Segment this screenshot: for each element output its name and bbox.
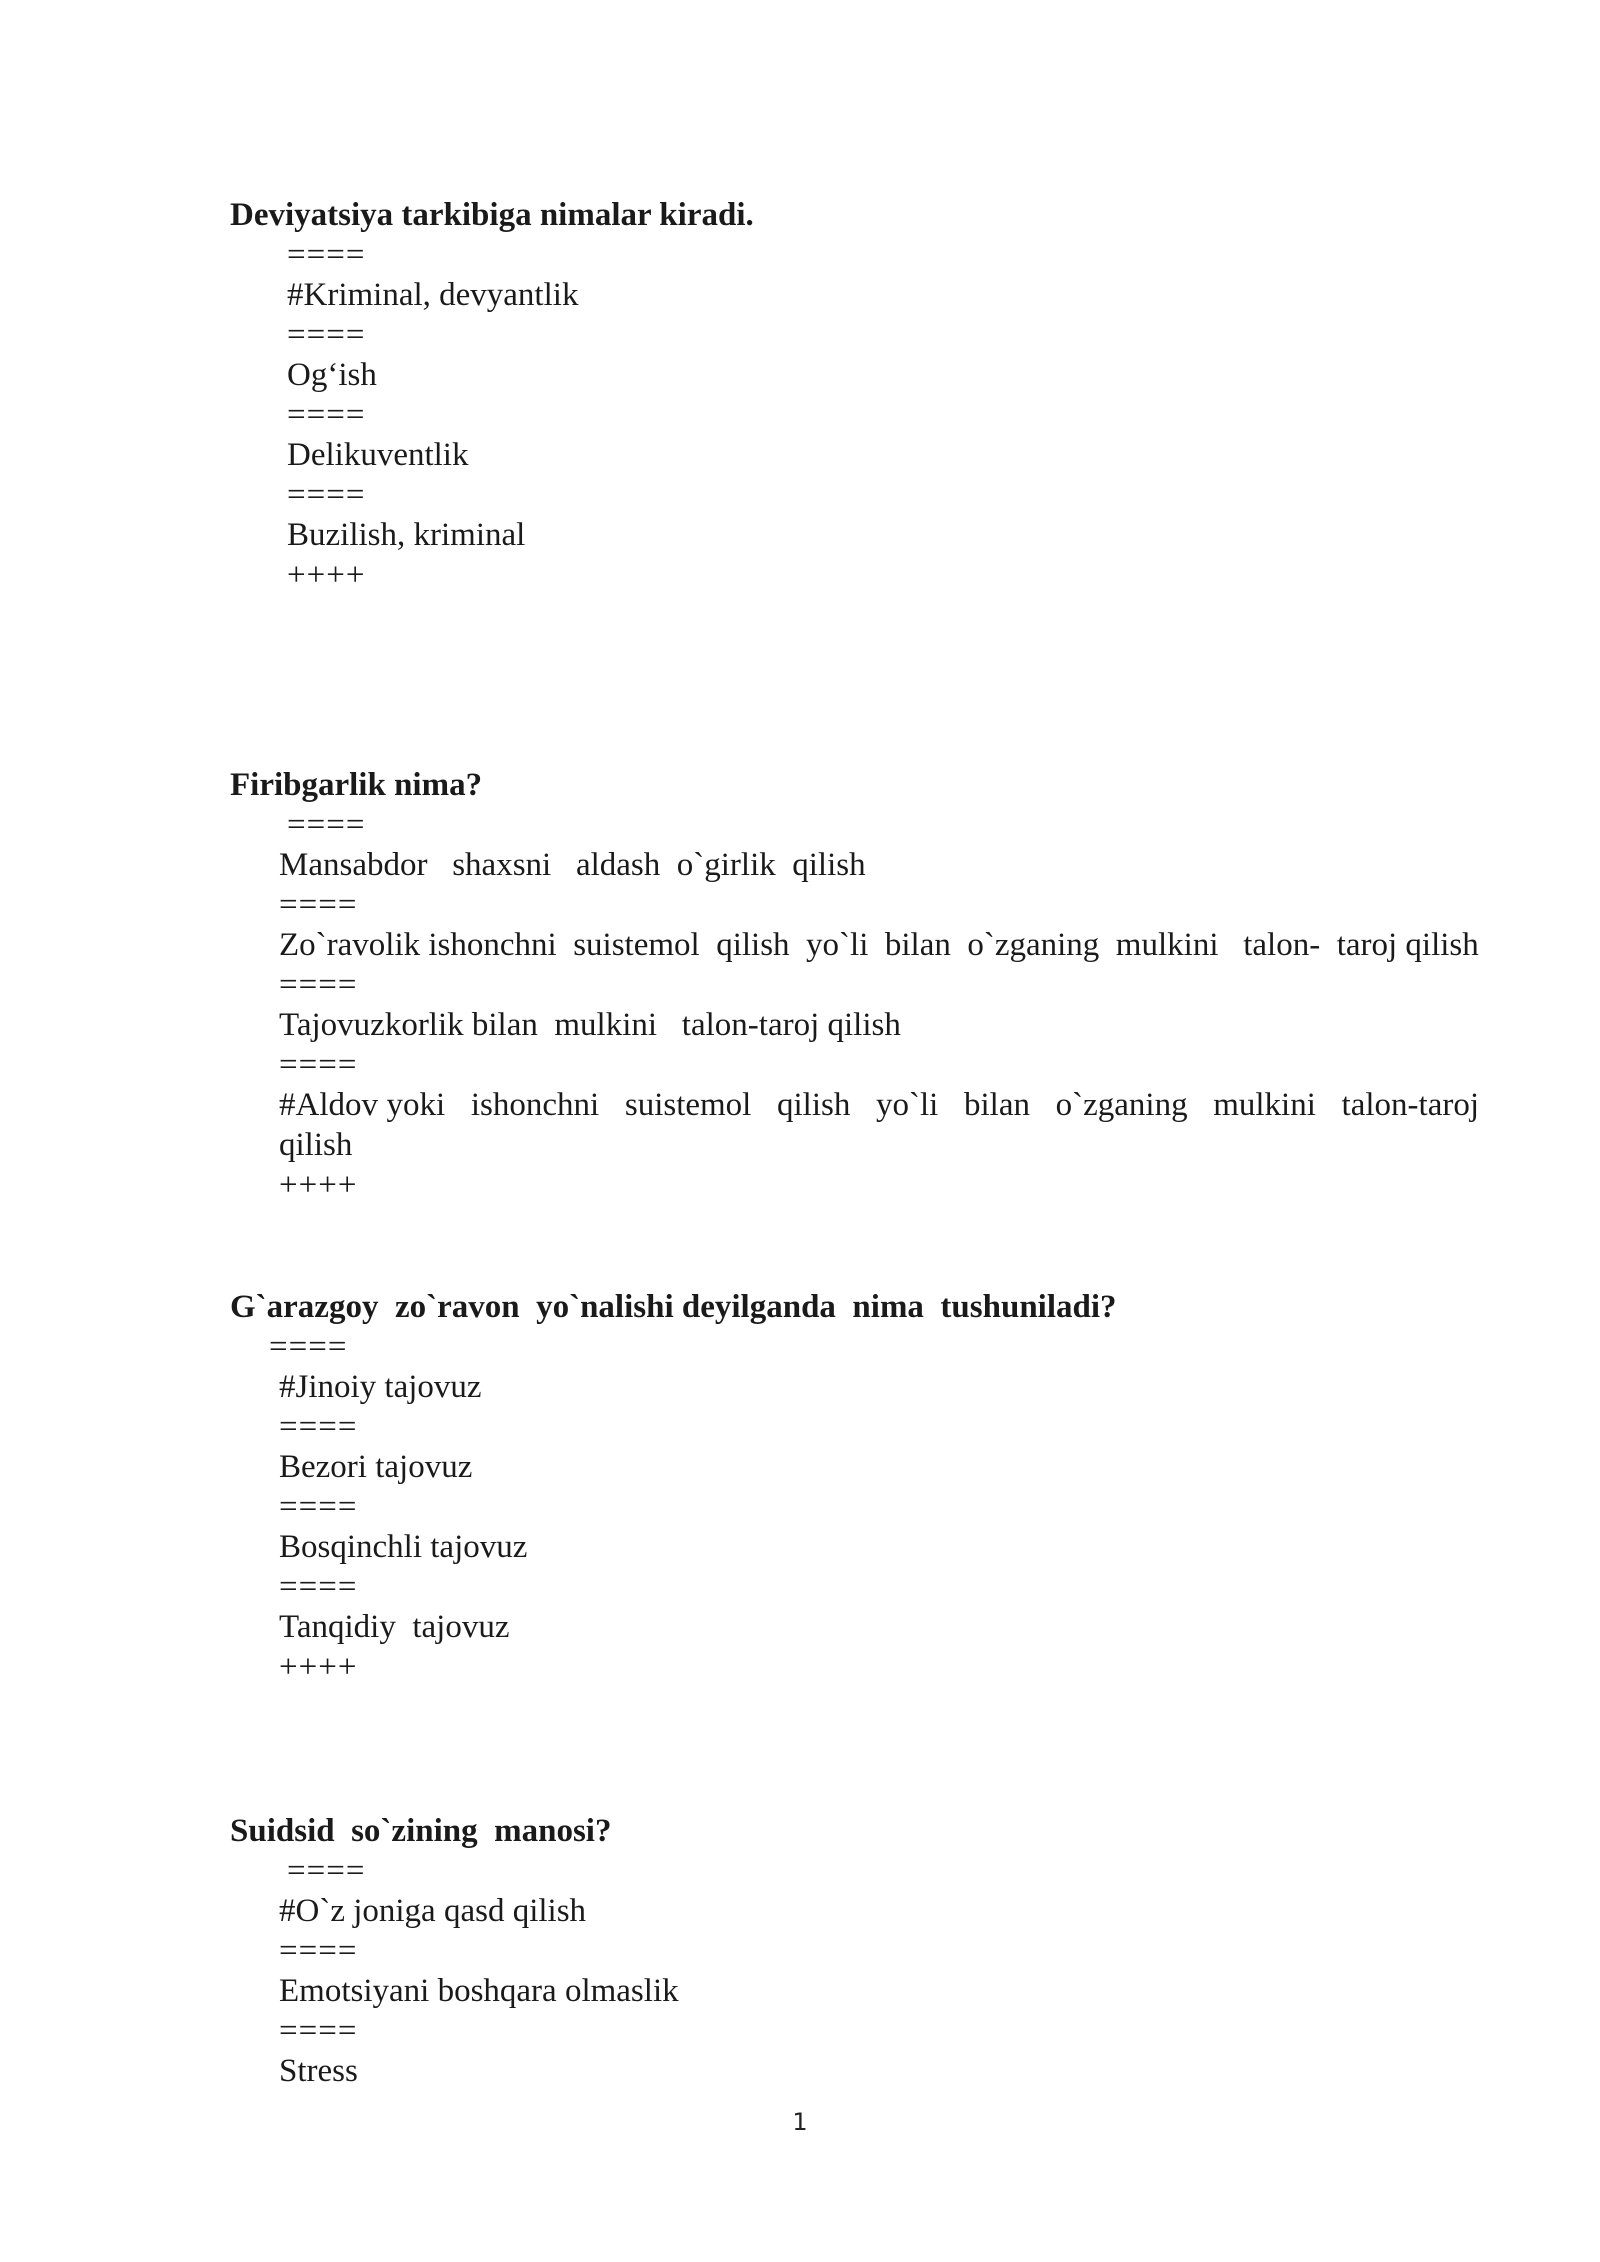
question-title: G`arazgoy zo`ravon yo`nalishi deyilganda nima tushuniladi? xyxy=(230,1289,1117,1325)
question-block-1 xyxy=(230,195,1490,595)
separator: ==== xyxy=(287,1853,366,1889)
answer-option: #Aldov yoki ishonchni suistemol qilish yo`li bilan o`zganing mulkini talon-taroj qilish xyxy=(279,1087,1488,1163)
question-title: Deviyatsiya tarkibiga nimalar kiradi. xyxy=(230,197,754,233)
answer-options xyxy=(279,805,1490,1205)
answer-option: Emotsiyani boshqara olmaslik xyxy=(279,1973,679,2009)
answer-option: #Jinoiy tajovuz xyxy=(279,1369,482,1405)
end-marker: ++++ xyxy=(279,1649,358,1685)
separator: ==== xyxy=(269,1329,348,1365)
answer-option: Delikuventlik xyxy=(287,437,469,473)
answer-option: #O`z joniga qasd qilish xyxy=(279,1893,587,1929)
answer-option: Stress xyxy=(279,2053,358,2089)
question-block-4 xyxy=(230,1811,1490,2091)
question-title: Suidsid so`zining manosi? xyxy=(230,1813,612,1849)
question-block-3 xyxy=(230,1287,1490,1687)
answer-option: Tajovuzkorlik bilan mulkini talon-taroj qilish xyxy=(279,1007,901,1043)
separator: ==== xyxy=(287,237,366,273)
answer-option: Buzilish, kriminal xyxy=(287,517,526,553)
separator: ==== xyxy=(279,1489,358,1525)
answer-options xyxy=(287,235,1490,595)
separator: ==== xyxy=(279,887,358,923)
answer-option: Zo`ravolik ishonchni suistemol qilish yo`li bilan o`zganing mulkini talon- taroj qilish xyxy=(279,927,1479,963)
answer-options xyxy=(269,1327,1490,1687)
separator: ==== xyxy=(279,1933,358,1969)
separator: ==== xyxy=(279,2013,358,2049)
page-number: 1 xyxy=(792,2108,808,2136)
answer-option: Bezori tajovuz xyxy=(279,1449,473,1485)
separator: ==== xyxy=(279,967,358,1003)
end-marker: ++++ xyxy=(279,1167,358,1203)
answer-option: Tanqidiy tajovuz xyxy=(279,1609,510,1645)
separator: ==== xyxy=(287,807,366,843)
separator: ==== xyxy=(287,317,366,353)
separator: ==== xyxy=(279,1569,358,1605)
answer-option: Og‘ish xyxy=(287,357,377,393)
question-block-2 xyxy=(230,765,1490,1205)
answer-option: Bosqinchli tajovuz xyxy=(279,1529,528,1565)
separator: ==== xyxy=(287,397,366,433)
end-marker: ++++ xyxy=(287,557,366,593)
separator: ==== xyxy=(279,1409,358,1445)
answer-option: Mansabdor shaxsni aldash o`girlik qilish xyxy=(279,847,866,883)
answer-option: #Kriminal, devyantlik xyxy=(287,277,579,313)
answer-options xyxy=(279,1851,1490,2091)
separator: ==== xyxy=(279,1047,358,1083)
separator: ==== xyxy=(287,477,366,513)
question-title: Firibgarlik nima? xyxy=(230,767,483,803)
